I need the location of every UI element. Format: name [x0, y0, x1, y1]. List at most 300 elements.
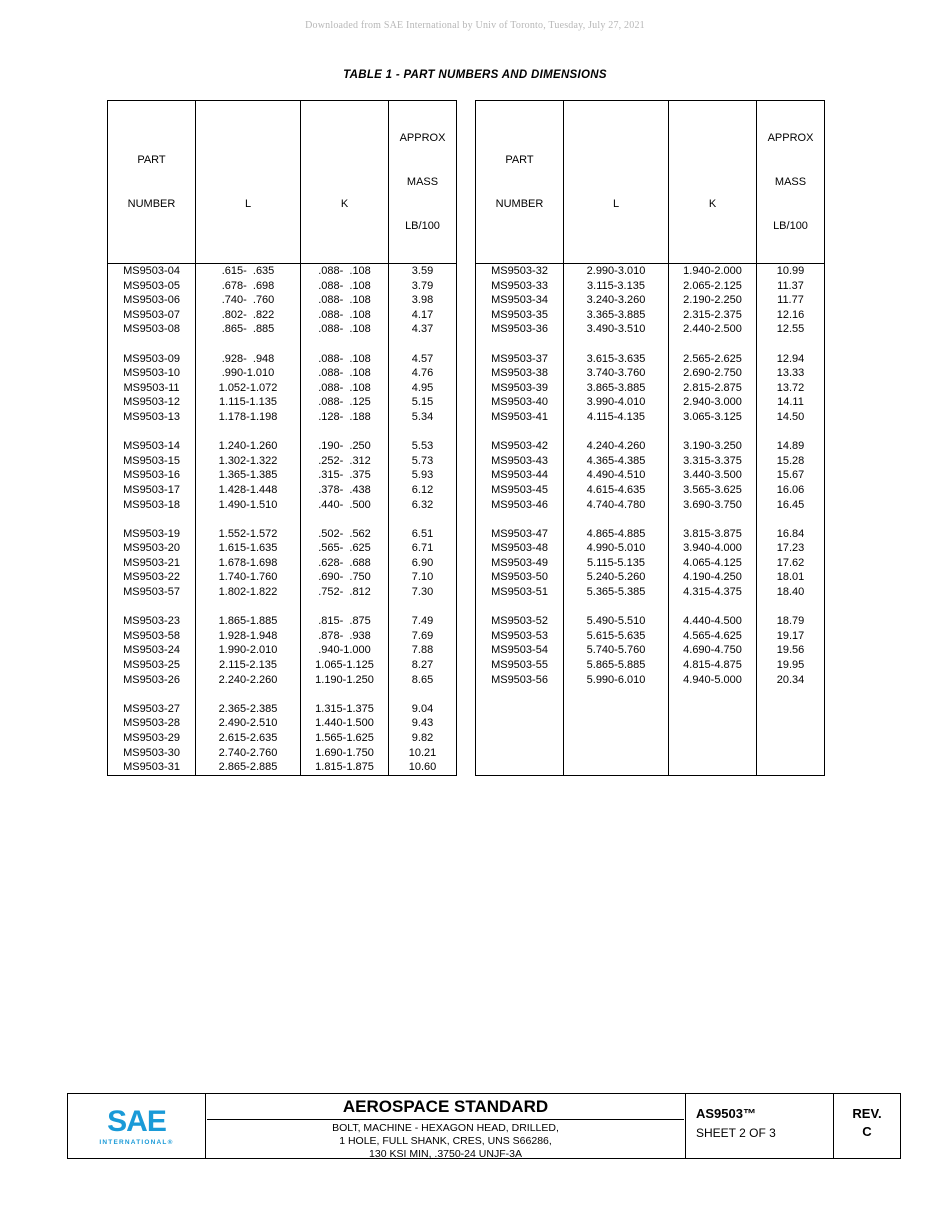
cell-mass — [389, 687, 457, 702]
cell-l: 4.615-4.635 — [564, 483, 669, 498]
cell-k: 2.940-3.000 — [669, 395, 757, 410]
cell-part-number — [108, 600, 196, 615]
table-row — [108, 468, 457, 483]
cell-part-number: MS9503-13 — [108, 410, 196, 425]
cell-mass: 18.01 — [757, 570, 825, 585]
cell-part-number: MS9503-16 — [108, 468, 196, 483]
cell-mass: 11.77 — [757, 293, 825, 308]
table-row — [108, 673, 457, 688]
table-row — [476, 352, 825, 367]
table-row — [108, 746, 457, 761]
cell-l: .740- .760 — [196, 293, 301, 308]
table-spacer-row — [476, 337, 825, 352]
cell-part-number — [476, 512, 564, 527]
cell-l: 2.990-3.010 — [564, 264, 669, 279]
cell-l: 3.740-3.760 — [564, 366, 669, 381]
cell-mass: 4.57 — [389, 352, 457, 367]
cell-k: 2.815-2.875 — [669, 381, 757, 396]
cell-mass: 12.94 — [757, 352, 825, 367]
cell-mass — [757, 337, 825, 352]
cell-mass: 14.89 — [757, 439, 825, 454]
cell-mass: 7.30 — [389, 585, 457, 600]
header-part-number-line2: NUMBER — [127, 198, 176, 210]
cell-l: .928- .948 — [196, 352, 301, 367]
table-spacer-row — [476, 702, 825, 717]
cell-mass: 4.17 — [389, 308, 457, 323]
table-row — [476, 264, 825, 279]
header-l — [196, 101, 301, 264]
cell-l: 1.802-1.822 — [196, 585, 301, 600]
table-row — [108, 643, 457, 658]
cell-mass — [389, 425, 457, 440]
header-mass-line1: APPROX — [399, 132, 446, 144]
cell-part-number: MS9503-19 — [108, 527, 196, 542]
cell-k — [301, 425, 389, 440]
cell-k: .088- .108 — [301, 264, 389, 279]
table-spacer-row — [108, 512, 457, 527]
cell-mass: 8.65 — [389, 673, 457, 688]
header-l-label: L — [612, 198, 620, 210]
cell-mass: 3.98 — [389, 293, 457, 308]
cell-k: 1.315-1.375 — [301, 702, 389, 717]
cell-part-number: MS9503-31 — [108, 760, 196, 775]
cell-k: .878- .938 — [301, 629, 389, 644]
cell-k: .690- .750 — [301, 570, 389, 585]
table-spacer-row — [108, 337, 457, 352]
cell-part-number — [476, 716, 564, 731]
table-spacer-row — [476, 760, 825, 775]
table-row — [476, 614, 825, 629]
cell-part-number: MS9503-26 — [108, 673, 196, 688]
table-row — [108, 322, 457, 337]
cell-mass: 4.37 — [389, 322, 457, 337]
table-spacer-row — [108, 600, 457, 615]
header-k — [301, 101, 389, 264]
cell-mass: 12.55 — [757, 322, 825, 337]
cell-l — [196, 337, 301, 352]
cell-part-number: MS9503-09 — [108, 352, 196, 367]
cell-l — [564, 760, 669, 775]
cell-part-number: MS9503-45 — [476, 483, 564, 498]
cell-part-number: MS9503-25 — [108, 658, 196, 673]
cell-k: .088- .125 — [301, 395, 389, 410]
cell-l: .865- .885 — [196, 322, 301, 337]
cell-l: 5.865-5.885 — [564, 658, 669, 673]
cell-l: 3.615-3.635 — [564, 352, 669, 367]
table-row — [108, 381, 457, 396]
cell-l: 1.178-1.198 — [196, 410, 301, 425]
cell-l: 5.365-5.385 — [564, 585, 669, 600]
table-row — [108, 716, 457, 731]
table-row — [476, 395, 825, 410]
cell-l: 5.240-5.260 — [564, 570, 669, 585]
cell-k: 3.190-3.250 — [669, 439, 757, 454]
cell-mass: 5.53 — [389, 439, 457, 454]
cell-l: 1.865-1.885 — [196, 614, 301, 629]
cell-mass: 10.21 — [389, 746, 457, 761]
table-row — [476, 381, 825, 396]
header-approx-mass — [757, 101, 825, 264]
table-row — [476, 541, 825, 556]
revision-cell — [834, 1094, 900, 1158]
sae-logo — [68, 1094, 206, 1158]
cell-mass — [757, 731, 825, 746]
cell-l: 1.115-1.135 — [196, 395, 301, 410]
cell-mass: 13.72 — [757, 381, 825, 396]
cell-k — [669, 512, 757, 527]
cell-part-number: MS9503-07 — [108, 308, 196, 323]
cell-part-number: MS9503-36 — [476, 322, 564, 337]
cell-part-number: MS9503-20 — [108, 541, 196, 556]
cell-mass — [757, 760, 825, 775]
cell-l: 5.990-6.010 — [564, 673, 669, 688]
cell-k: .088- .108 — [301, 381, 389, 396]
table-spacer-row — [108, 425, 457, 440]
cell-mass: 12.16 — [757, 308, 825, 323]
cell-mass — [757, 702, 825, 717]
cell-l — [564, 687, 669, 702]
cell-mass: 5.15 — [389, 395, 457, 410]
cell-k: 4.565-4.625 — [669, 629, 757, 644]
table-row — [476, 658, 825, 673]
cell-part-number: MS9503-38 — [476, 366, 564, 381]
cell-part-number: MS9503-57 — [108, 585, 196, 600]
cell-mass: 9.82 — [389, 731, 457, 746]
cell-l: 1.990-2.010 — [196, 643, 301, 658]
cell-mass: 6.32 — [389, 498, 457, 513]
cell-k: 2.065-2.125 — [669, 279, 757, 294]
cell-part-number: MS9503-55 — [476, 658, 564, 673]
cell-part-number: MS9503-10 — [108, 366, 196, 381]
table-row — [108, 731, 457, 746]
cell-k: 2.690-2.750 — [669, 366, 757, 381]
cell-k — [669, 687, 757, 702]
cell-l: 1.552-1.572 — [196, 527, 301, 542]
cell-part-number: MS9503-52 — [476, 614, 564, 629]
table-header-row — [108, 101, 457, 264]
cell-k: .088- .108 — [301, 293, 389, 308]
table-row — [476, 468, 825, 483]
cell-mass: 10.99 — [757, 264, 825, 279]
table-row — [108, 702, 457, 717]
cell-part-number: MS9503-49 — [476, 556, 564, 571]
table-row — [108, 483, 457, 498]
table-row — [108, 658, 457, 673]
cell-part-number: MS9503-47 — [476, 527, 564, 542]
table-row — [476, 483, 825, 498]
cell-k — [301, 687, 389, 702]
cell-mass: 6.71 — [389, 541, 457, 556]
cell-l: 2.865-2.885 — [196, 760, 301, 775]
cell-k: 4.190-4.250 — [669, 570, 757, 585]
cell-mass: 14.50 — [757, 410, 825, 425]
cell-k: 4.440-4.500 — [669, 614, 757, 629]
cell-part-number: MS9503-50 — [476, 570, 564, 585]
revision-value: C — [862, 1124, 872, 1139]
dimensions-table-left — [107, 100, 457, 776]
cell-k: 4.690-4.750 — [669, 643, 757, 658]
cell-l: 2.490-2.510 — [196, 716, 301, 731]
table-row — [476, 585, 825, 600]
table-row — [476, 308, 825, 323]
cell-k: .940-1.000 — [301, 643, 389, 658]
cell-part-number: MS9503-41 — [476, 410, 564, 425]
cell-k: 3.065-3.125 — [669, 410, 757, 425]
watermark-text: Downloaded from SAE International by Univ of Toronto, Tuesday, July 27, 2021 — [305, 20, 645, 31]
cell-part-number: MS9503-34 — [476, 293, 564, 308]
cell-part-number — [476, 731, 564, 746]
cell-l: 5.615-5.635 — [564, 629, 669, 644]
cell-k: 1.190-1.250 — [301, 673, 389, 688]
cell-k — [669, 702, 757, 717]
cell-l — [564, 746, 669, 761]
table-row — [108, 629, 457, 644]
cell-k: 3.315-3.375 — [669, 454, 757, 469]
cell-part-number: MS9503-29 — [108, 731, 196, 746]
cell-k — [669, 746, 757, 761]
document-number: AS9503™ — [696, 1106, 756, 1121]
cell-mass: 19.56 — [757, 643, 825, 658]
cell-part-number: MS9503-43 — [476, 454, 564, 469]
cell-part-number: MS9503-14 — [108, 439, 196, 454]
cell-part-number: MS9503-15 — [108, 454, 196, 469]
cell-mass: 11.37 — [757, 279, 825, 294]
cell-l — [196, 687, 301, 702]
cell-k: 1.440-1.500 — [301, 716, 389, 731]
cell-mass — [757, 512, 825, 527]
cell-mass: 5.34 — [389, 410, 457, 425]
cell-mass: 17.23 — [757, 541, 825, 556]
cell-l — [196, 512, 301, 527]
cell-k: 4.315-4.375 — [669, 585, 757, 600]
table-row — [108, 264, 457, 279]
cell-k — [301, 600, 389, 615]
page-title: TABLE 1 - PART NUMBERS AND DIMENSIONS — [343, 69, 607, 81]
cell-k: 3.815-3.875 — [669, 527, 757, 542]
cell-part-number: MS9503-04 — [108, 264, 196, 279]
table-spacer-row — [108, 687, 457, 702]
table-row — [476, 439, 825, 454]
table-row — [476, 556, 825, 571]
cell-part-number — [476, 337, 564, 352]
table-row — [108, 498, 457, 513]
cell-part-number: MS9503-27 — [108, 702, 196, 717]
cell-l: 4.240-4.260 — [564, 439, 669, 454]
cell-l: .678- .698 — [196, 279, 301, 294]
cell-mass — [757, 425, 825, 440]
cell-l: 1.740-1.760 — [196, 570, 301, 585]
cell-l: 1.302-1.322 — [196, 454, 301, 469]
cell-k: 1.690-1.750 — [301, 746, 389, 761]
table-spacer-row — [476, 425, 825, 440]
cell-k: .252- .312 — [301, 454, 389, 469]
table-row — [476, 454, 825, 469]
header-l — [564, 101, 669, 264]
standard-description-cell — [206, 1094, 686, 1158]
cell-k: 2.190-2.250 — [669, 293, 757, 308]
sheet-number: SHEET 2 OF 3 — [696, 1126, 776, 1140]
cell-part-number: MS9503-58 — [108, 629, 196, 644]
cell-part-number — [476, 702, 564, 717]
header-l-label: L — [244, 198, 252, 210]
cell-l — [564, 731, 669, 746]
header-part-number-line1: PART — [505, 154, 534, 166]
table-row — [108, 439, 457, 454]
cell-l: .802- .822 — [196, 308, 301, 323]
cell-mass: 9.43 — [389, 716, 457, 731]
standard-description — [206, 1120, 685, 1161]
table-row — [108, 570, 457, 585]
cell-l: 1.615-1.635 — [196, 541, 301, 556]
cell-k: 1.940-2.000 — [669, 264, 757, 279]
table-row — [476, 366, 825, 381]
table-row — [108, 556, 457, 571]
cell-mass — [389, 600, 457, 615]
cell-l: 1.928-1.948 — [196, 629, 301, 644]
cell-l — [564, 512, 669, 527]
cell-mass: 8.27 — [389, 658, 457, 673]
cell-l — [564, 425, 669, 440]
cell-mass: 15.28 — [757, 454, 825, 469]
cell-k: .128- .188 — [301, 410, 389, 425]
cell-part-number: MS9503-51 — [476, 585, 564, 600]
cell-part-number: MS9503-35 — [476, 308, 564, 323]
cell-mass: 4.76 — [389, 366, 457, 381]
cell-part-number: MS9503-23 — [108, 614, 196, 629]
cell-part-number: MS9503-08 — [108, 322, 196, 337]
cell-k: 3.690-3.750 — [669, 498, 757, 513]
cell-l: 5.740-5.760 — [564, 643, 669, 658]
cell-l: 5.490-5.510 — [564, 614, 669, 629]
table-row — [476, 322, 825, 337]
cell-part-number: MS9503-33 — [476, 279, 564, 294]
cell-k: .752- .812 — [301, 585, 389, 600]
cell-part-number: MS9503-44 — [476, 468, 564, 483]
cell-k: 2.440-2.500 — [669, 322, 757, 337]
table-row — [108, 585, 457, 600]
cell-l: 2.365-2.385 — [196, 702, 301, 717]
cell-mass: 10.60 — [389, 760, 457, 775]
table-spacer-row — [476, 600, 825, 615]
cell-part-number: MS9503-42 — [476, 439, 564, 454]
cell-k: .502- .562 — [301, 527, 389, 542]
table-row — [476, 498, 825, 513]
cell-part-number — [108, 512, 196, 527]
header-part-number — [108, 101, 196, 264]
cell-k: .440- .500 — [301, 498, 389, 513]
cell-mass: 9.04 — [389, 702, 457, 717]
cell-k: .315- .375 — [301, 468, 389, 483]
cell-part-number — [108, 337, 196, 352]
cell-l: 4.865-4.885 — [564, 527, 669, 542]
cell-k — [669, 337, 757, 352]
cell-l: .990-1.010 — [196, 366, 301, 381]
cell-mass: 5.73 — [389, 454, 457, 469]
cell-mass: 16.45 — [757, 498, 825, 513]
cell-k: .378- .438 — [301, 483, 389, 498]
table-row — [476, 527, 825, 542]
table-body-right — [476, 264, 825, 776]
cell-part-number: MS9503-06 — [108, 293, 196, 308]
cell-k — [669, 600, 757, 615]
header-k-label: K — [340, 198, 349, 210]
cell-mass — [757, 600, 825, 615]
table-spacer-row — [476, 512, 825, 527]
header-k-label: K — [708, 198, 717, 210]
cell-mass: 7.10 — [389, 570, 457, 585]
cell-part-number: MS9503-32 — [476, 264, 564, 279]
cell-mass: 18.79 — [757, 614, 825, 629]
description-line-3: 130 KSI MIN, .3750-24 UNJF-3A — [369, 1148, 522, 1160]
revision-label: REV. — [852, 1106, 882, 1121]
cell-l: 1.365-1.385 — [196, 468, 301, 483]
cell-l: 1.052-1.072 — [196, 381, 301, 396]
header-part-number-line2: NUMBER — [495, 198, 544, 210]
cell-l: 4.990-5.010 — [564, 541, 669, 556]
cell-l: 3.365-3.885 — [564, 308, 669, 323]
cell-l: 1.678-1.698 — [196, 556, 301, 571]
cell-l — [564, 600, 669, 615]
cell-part-number — [476, 425, 564, 440]
cell-part-number: MS9503-30 — [108, 746, 196, 761]
cell-mass: 4.95 — [389, 381, 457, 396]
header-part-number-line1: PART — [137, 154, 166, 166]
cell-mass: 6.12 — [389, 483, 457, 498]
cell-k — [669, 731, 757, 746]
cell-k: 4.065-4.125 — [669, 556, 757, 571]
table-row — [108, 293, 457, 308]
header-mass-line2: MASS — [406, 176, 439, 188]
cell-l: 3.865-3.885 — [564, 381, 669, 396]
cell-k: 1.815-1.875 — [301, 760, 389, 775]
cell-k — [301, 512, 389, 527]
cell-l: .615- .635 — [196, 264, 301, 279]
cell-l: 2.615-2.635 — [196, 731, 301, 746]
header-approx-mass — [389, 101, 457, 264]
cell-part-number: MS9503-05 — [108, 279, 196, 294]
cell-part-number — [476, 746, 564, 761]
table-row — [108, 366, 457, 381]
table-spacer-row — [476, 731, 825, 746]
dimensions-table-right — [475, 100, 825, 776]
cell-k — [669, 716, 757, 731]
cell-mass: 13.33 — [757, 366, 825, 381]
cell-mass: 7.69 — [389, 629, 457, 644]
cell-mass: 5.93 — [389, 468, 457, 483]
cell-l — [196, 600, 301, 615]
table-spacer-row — [476, 746, 825, 761]
cell-k: .628- .688 — [301, 556, 389, 571]
cell-l: 3.490-3.510 — [564, 322, 669, 337]
cell-part-number: MS9503-28 — [108, 716, 196, 731]
cell-l: 1.428-1.448 — [196, 483, 301, 498]
cell-mass: 17.62 — [757, 556, 825, 571]
cell-l — [196, 425, 301, 440]
header-mass-line3: LB/100 — [405, 220, 440, 232]
table-spacer-row — [476, 716, 825, 731]
table-row — [476, 410, 825, 425]
cell-l: 1.240-1.260 — [196, 439, 301, 454]
cell-mass: 14.11 — [757, 395, 825, 410]
cell-l: 5.115-5.135 — [564, 556, 669, 571]
header-mass-line1: APPROX — [767, 132, 814, 144]
cell-k: 2.315-2.375 — [669, 308, 757, 323]
cell-part-number: MS9503-56 — [476, 673, 564, 688]
cell-k: .088- .108 — [301, 308, 389, 323]
cell-k: .565- .625 — [301, 541, 389, 556]
dimensions-tables — [107, 100, 825, 776]
cell-l: 2.740-2.760 — [196, 746, 301, 761]
